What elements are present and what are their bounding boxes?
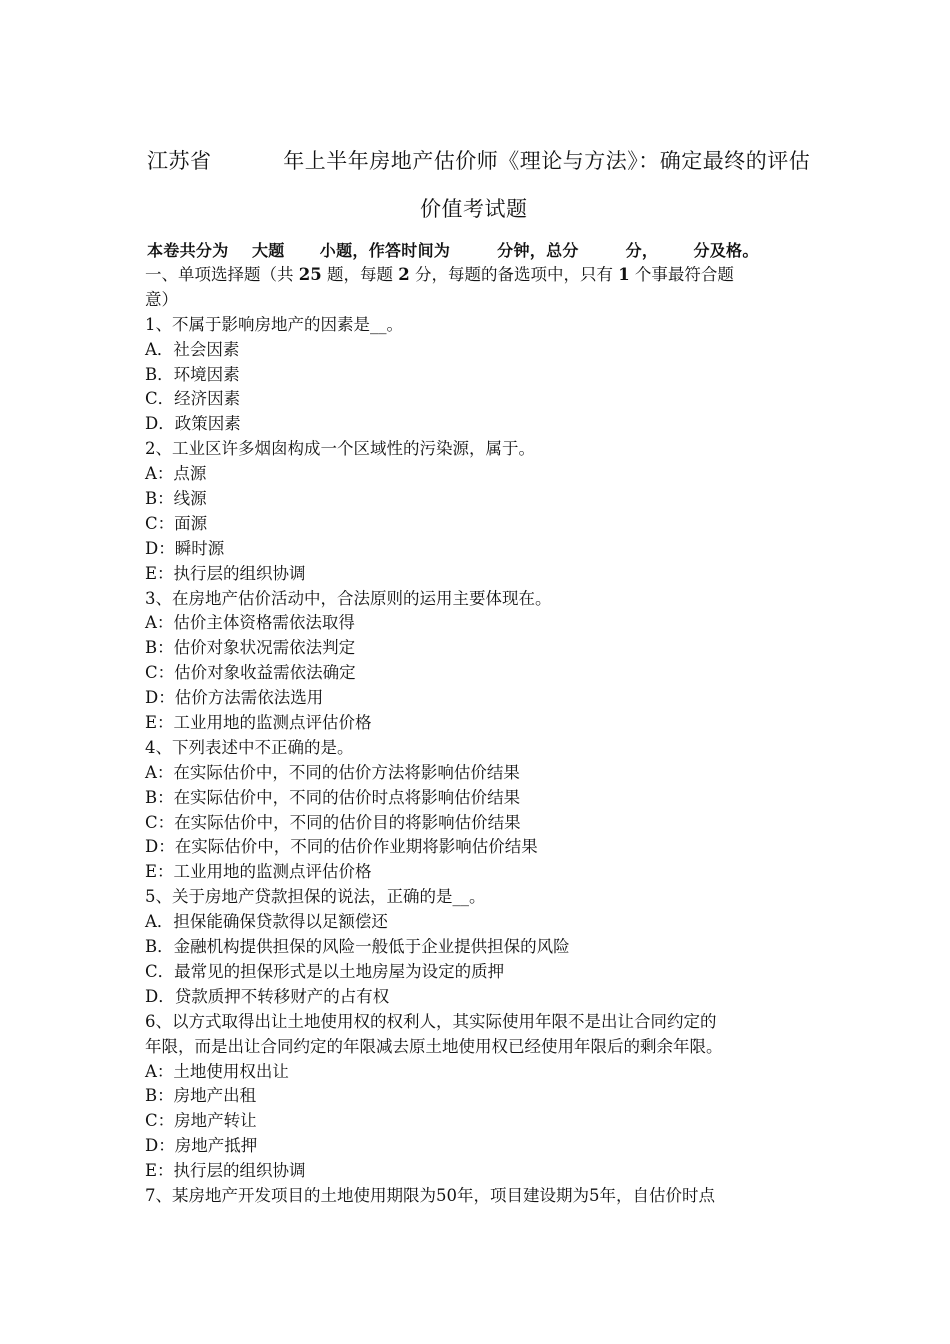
document-title-line-2: 价值考试题 bbox=[420, 197, 528, 221]
option-line: B．金融机构提供担保的风险一般低于企业提供担保的风险 bbox=[145, 937, 570, 957]
option-line: A：土地使用权出让 bbox=[145, 1061, 289, 1081]
option-line: E：执行层的组织协调 bbox=[145, 563, 306, 583]
option-line: B．环境因素 bbox=[145, 364, 240, 384]
question-line: 7、某房地产开发项目的土地使用期限为50年，项目建设期为5年，自估价时点 bbox=[145, 1185, 715, 1205]
option-line: B：估价对象状况需依法判定 bbox=[145, 638, 356, 658]
option-line: C：在实际估价中，不同的估价目的将影响估价结果 bbox=[145, 812, 521, 832]
question-line: 6、以方式取得出让土地使用权的权利人，其实际使用年限不是出让合同约定的 bbox=[145, 1011, 717, 1031]
question-line: 4、下列表述中不正确的是。 bbox=[145, 737, 354, 757]
option-line: E：工业用地的监测点评估价格 bbox=[145, 713, 372, 733]
option-line: B：线源 bbox=[145, 489, 207, 509]
question-line: 2、工业区许多烟囱构成一个区域性的污染源，属于。 bbox=[145, 439, 535, 459]
document-title-line-1: 江苏省 年上半年房地产估价师《理论与方法》：确定最终的评估 bbox=[147, 149, 811, 173]
option-line: C．经济因素 bbox=[145, 389, 241, 409]
exam-intro: 本卷共分为 大题 小题，作答时间为 分钟，总分 分， 分及格。 bbox=[147, 241, 759, 260]
option-line: C：估价对象收益需依法确定 bbox=[145, 663, 356, 683]
option-line: D：估价方法需依法选用 bbox=[145, 688, 324, 708]
option-line: C．最常见的担保形式是以土地房屋为设定的质押 bbox=[145, 961, 505, 981]
option-line: A．社会因素 bbox=[145, 339, 240, 359]
option-line: D：瞬时源 bbox=[145, 538, 225, 558]
question-line: 5、关于房地产贷款担保的说法，正确的是__。 bbox=[145, 887, 486, 907]
question-line-continued: 年限，而是出让合同约定的年限减去原土地使用权已经使用年限后的剩余年限。 bbox=[145, 1036, 723, 1056]
option-line: D．贷款质押不转移财产的占有权 bbox=[145, 986, 390, 1006]
option-line: A：点源 bbox=[145, 464, 207, 484]
option-line: C：房地产转让 bbox=[145, 1111, 257, 1131]
option-line: C：面源 bbox=[145, 513, 208, 533]
option-line: A．担保能确保贷款得以足额偿还 bbox=[145, 912, 388, 932]
option-line: B：房地产出租 bbox=[145, 1086, 257, 1106]
exam-body bbox=[145, 263, 810, 1209]
section-heading-continued: 意） bbox=[145, 289, 178, 309]
section-heading: 一、单项选择题（共 25 题，每题 2 分，每题的备选项中，只有 1 个事最符合题 bbox=[145, 265, 734, 284]
option-line: D．政策因素 bbox=[145, 414, 241, 434]
option-line: E：工业用地的监测点评估价格 bbox=[145, 862, 372, 882]
option-line: A：估价主体资格需依法取得 bbox=[145, 613, 355, 633]
question-line: 1、不属于影响房地产的因素是__。 bbox=[145, 314, 403, 334]
option-line: D：在实际估价中，不同的估价作业期将影响估价结果 bbox=[145, 837, 538, 857]
option-line: E：执行层的组织协调 bbox=[145, 1161, 306, 1181]
option-line: B：在实际估价中，不同的估价时点将影响估价结果 bbox=[145, 787, 521, 807]
option-line: A：在实际估价中，不同的估价方法将影响估价结果 bbox=[145, 762, 520, 782]
question-line: 3、在房地产估价活动中，合法原则的运用主要体现在。 bbox=[145, 588, 552, 608]
option-line: D：房地产抵押 bbox=[145, 1136, 258, 1156]
